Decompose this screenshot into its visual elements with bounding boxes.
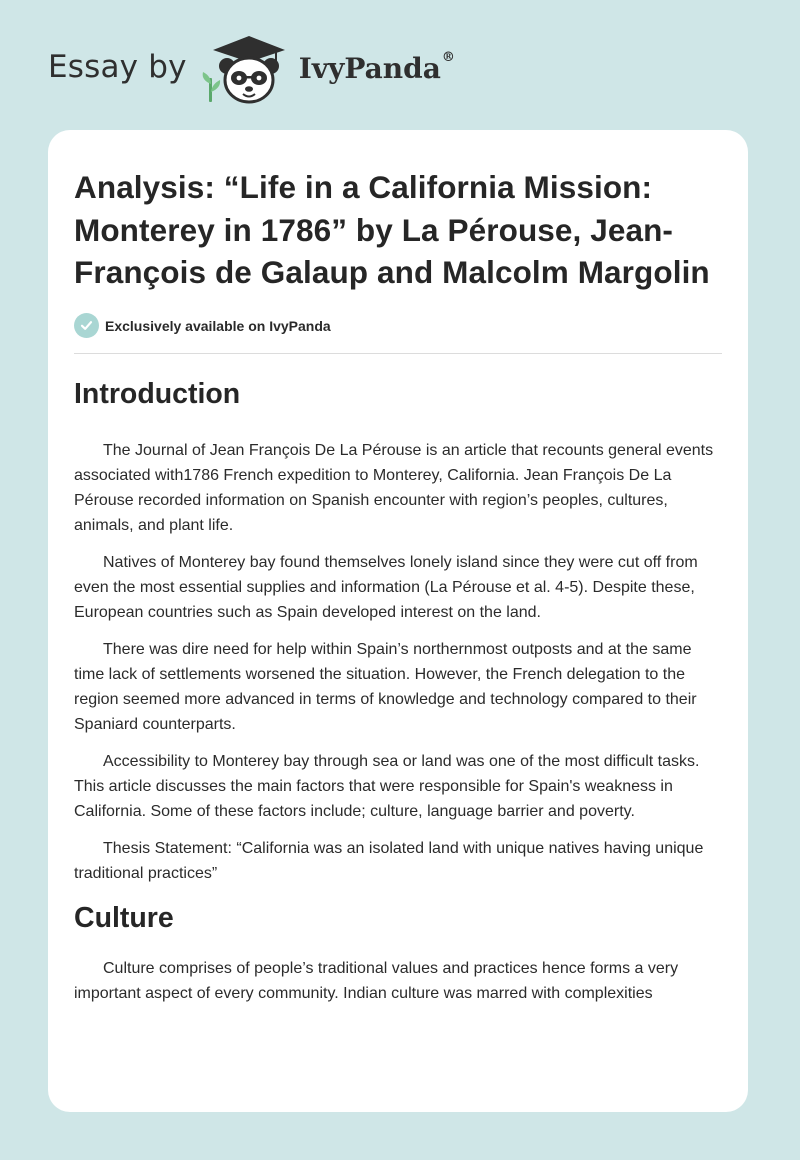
- paragraph: Natives of Monterey bay found themselves lonely island since they were cut off from even the most essential supplies and information (La Pérouse et al. 4-5). Despite these, European countries such as Spain developed interest on the land.: [74, 553, 698, 621]
- check-circle-icon: [74, 313, 99, 338]
- paragraph: Thesis Statement: “California was an isolated land with unique natives having unique traditional practices”: [74, 839, 704, 882]
- panda-graduate-icon[interactable]: [201, 34, 297, 106]
- site-header: [48, 34, 455, 106]
- article-title: Analysis: “Life in a California Mission: Monterey in 1786” by La Pérouse, Jean-François de Galaup and Malcolm Margolin: [74, 169, 710, 290]
- brand-name-text: IvyPanda: [298, 51, 441, 85]
- section-culture: [74, 900, 722, 1006]
- section-heading: Culture: [74, 901, 174, 934]
- paragraph: Accessibility to Monterey bay through sea or land was one of the most difficult tasks. This article discusses the main factors that were responsible for Spain's weakness in California. Some of these factors include; culture, language barrier and poverty.: [74, 752, 700, 820]
- paragraph: There was dire need for help within Spain’s northernmost outposts and at the same time lack of settlements worsened the situation. However, the French delegation to the region seemed more advanced in terms of knowledge and technology compared to their Spaniard counterparts.: [74, 640, 697, 733]
- article-card: [48, 130, 748, 1112]
- paragraph: The Journal of Jean François De La Pérouse is an article that recounts general events associated with1786 French expedition to Monterey, California. Jean François De La Pérouse recorded information on Spanish encounter with region’s peoples, cultures, animals, and plant life.: [74, 441, 714, 534]
- paragraph: Culture comprises of people’s traditional values and practices hence forms a very important aspect of every community. Indian culture was marred with complexities: [74, 959, 679, 1002]
- title-divider: [74, 353, 722, 354]
- brand-name[interactable]: [298, 49, 455, 85]
- exclusive-badge-text: Exclusively available on IvyPanda: [105, 317, 331, 334]
- essay-by-label: Essay by: [48, 49, 187, 85]
- section-introduction: [74, 376, 722, 886]
- exclusive-badge: [74, 313, 722, 339]
- section-heading: Introduction: [74, 377, 241, 410]
- registered-mark: ®: [441, 49, 455, 65]
